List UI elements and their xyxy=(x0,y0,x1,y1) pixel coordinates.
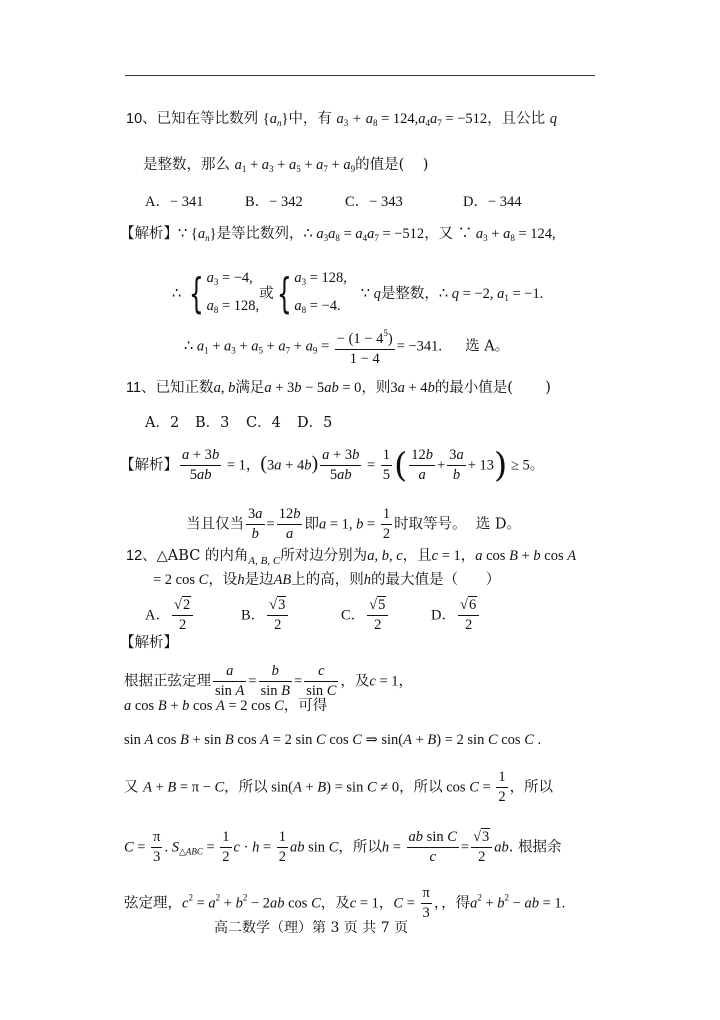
q11-stem: 11、已知正数a, b满足a + 3b − 5ab = 0，则3a + 4b的最小值是( ) xyxy=(126,380,551,396)
q12-stem-line1: 12、△ABC 的内角$_{A, B, C}$所对边分别为a, b, c，且c = 1，a cos B + b cos A xyxy=(126,548,577,567)
q12-solution-line5: C = $\frac{\pi}{3}$ . $S_{\triangle ABC}$ = $\frac{1}{2}$ c · h = $\frac{1}{2}$ ab sin C，所以h = $\frac{\text{ab sin C}}{c}$ = $\frac{√3}{2}$ ab. 根据余 xyxy=(124,829,562,865)
q11-options: A．2 B．3 C．4 D．5 xyxy=(145,415,333,431)
q10-solution-line1: 【解析】∵ $\{a_n\}$是等比数列，∴ $a_3a_8 = a_4a_7 = -512$，又 ∵ $a_3 + a_8 = 124$, xyxy=(120,226,556,243)
q10-solution-line2: ∴ { $a_3 = -4$, $a_8 = 128$, 或{ $a_3 = 128$, $a_8 = -4$. ∵ q是整数，∴ q = −2, $a_1 = -1$. xyxy=(172,269,544,318)
page-footer: 高二数学（理）第 3 页 共 7 页 xyxy=(214,920,409,936)
q11-solution-line1: 【解析】 $\frac{a + 3b}{5ab}$ = 1，(3a + 4b) $\frac{a + 3b}{5ab}$ = $\frac{1}{5}$ ( $\frac{12b}{a}$ + $\frac{3a}{b}$ + 13) ≥ 5。 xyxy=(120,445,545,486)
q11-solution-line2: 当且仅当 $\frac{3a}{b}$ = $\frac{12b}{a}$ 即a = 1, b = $\frac{1}{2}$ 时取等号。 选 D。 xyxy=(186,506,522,542)
header-rule xyxy=(125,75,595,76)
q10-options: A．− 341 B．− 342 C．− 343 D．− 344 xyxy=(145,194,522,210)
q12-solution-line3: sin A cos B + sin B cos A = 2 sin C cos C ⇒ sin(A + B) = 2 sin C cos C . xyxy=(124,732,542,748)
q12-options: A． $\frac{√2}{2}$ B． $\frac{√3}{2}$ C． $\frac{√5}{2}$ D． $\frac{√6}{2}$ xyxy=(145,596,481,635)
q10-solution-line3: ∴ $a_1 + a_3 + a_5 + a_7 + a_9$ = $\frac{- (1 - 4^5)}{1 - 4}$ = −341. 选 A。 xyxy=(184,324,509,369)
q10-stem-line2: 是整数，那么 $a_1 + a_3 + a_5 + a_7 + a_9$的值是( ) xyxy=(143,157,429,174)
q10-stem-line1: 10、已知在等比数列 $\{a_n\}$中，有 $a_3 + a_8 = 124,a_4a_7 = -512$，且公比 q xyxy=(126,111,557,128)
q12-solution-line4: 又 A + B = π − C，所以 sin(A + B) = sin C ≠ 0，所以 cos C = $\frac{1}{2}$ ，所以 xyxy=(124,769,554,805)
q12-solution-line1: 根据正弦定理 $\frac{a}{\text{sin A}}$ = $\frac{b}{\text{sin B}}$ = $\frac{c}{\text{sin C}}$ ，及c = 1， xyxy=(124,663,414,699)
q12-stem-line2: = 2 cos C，设h是边AB上的高，则h的最大值是（ ） xyxy=(153,572,501,588)
q12-solution-line6: 弦定理，$c^2 = a^2 + b^2 - 2ab$ cos C，及c = 1，C = $\frac{\pi}{3}$ ，，得$a^2 + b^2$ − ab = 1. xyxy=(124,885,566,921)
q12-solution-line2: a cos B + b cos A = 2 cos C，可得 xyxy=(124,698,328,714)
q12-analysis-label: 【解析】 xyxy=(120,635,178,651)
